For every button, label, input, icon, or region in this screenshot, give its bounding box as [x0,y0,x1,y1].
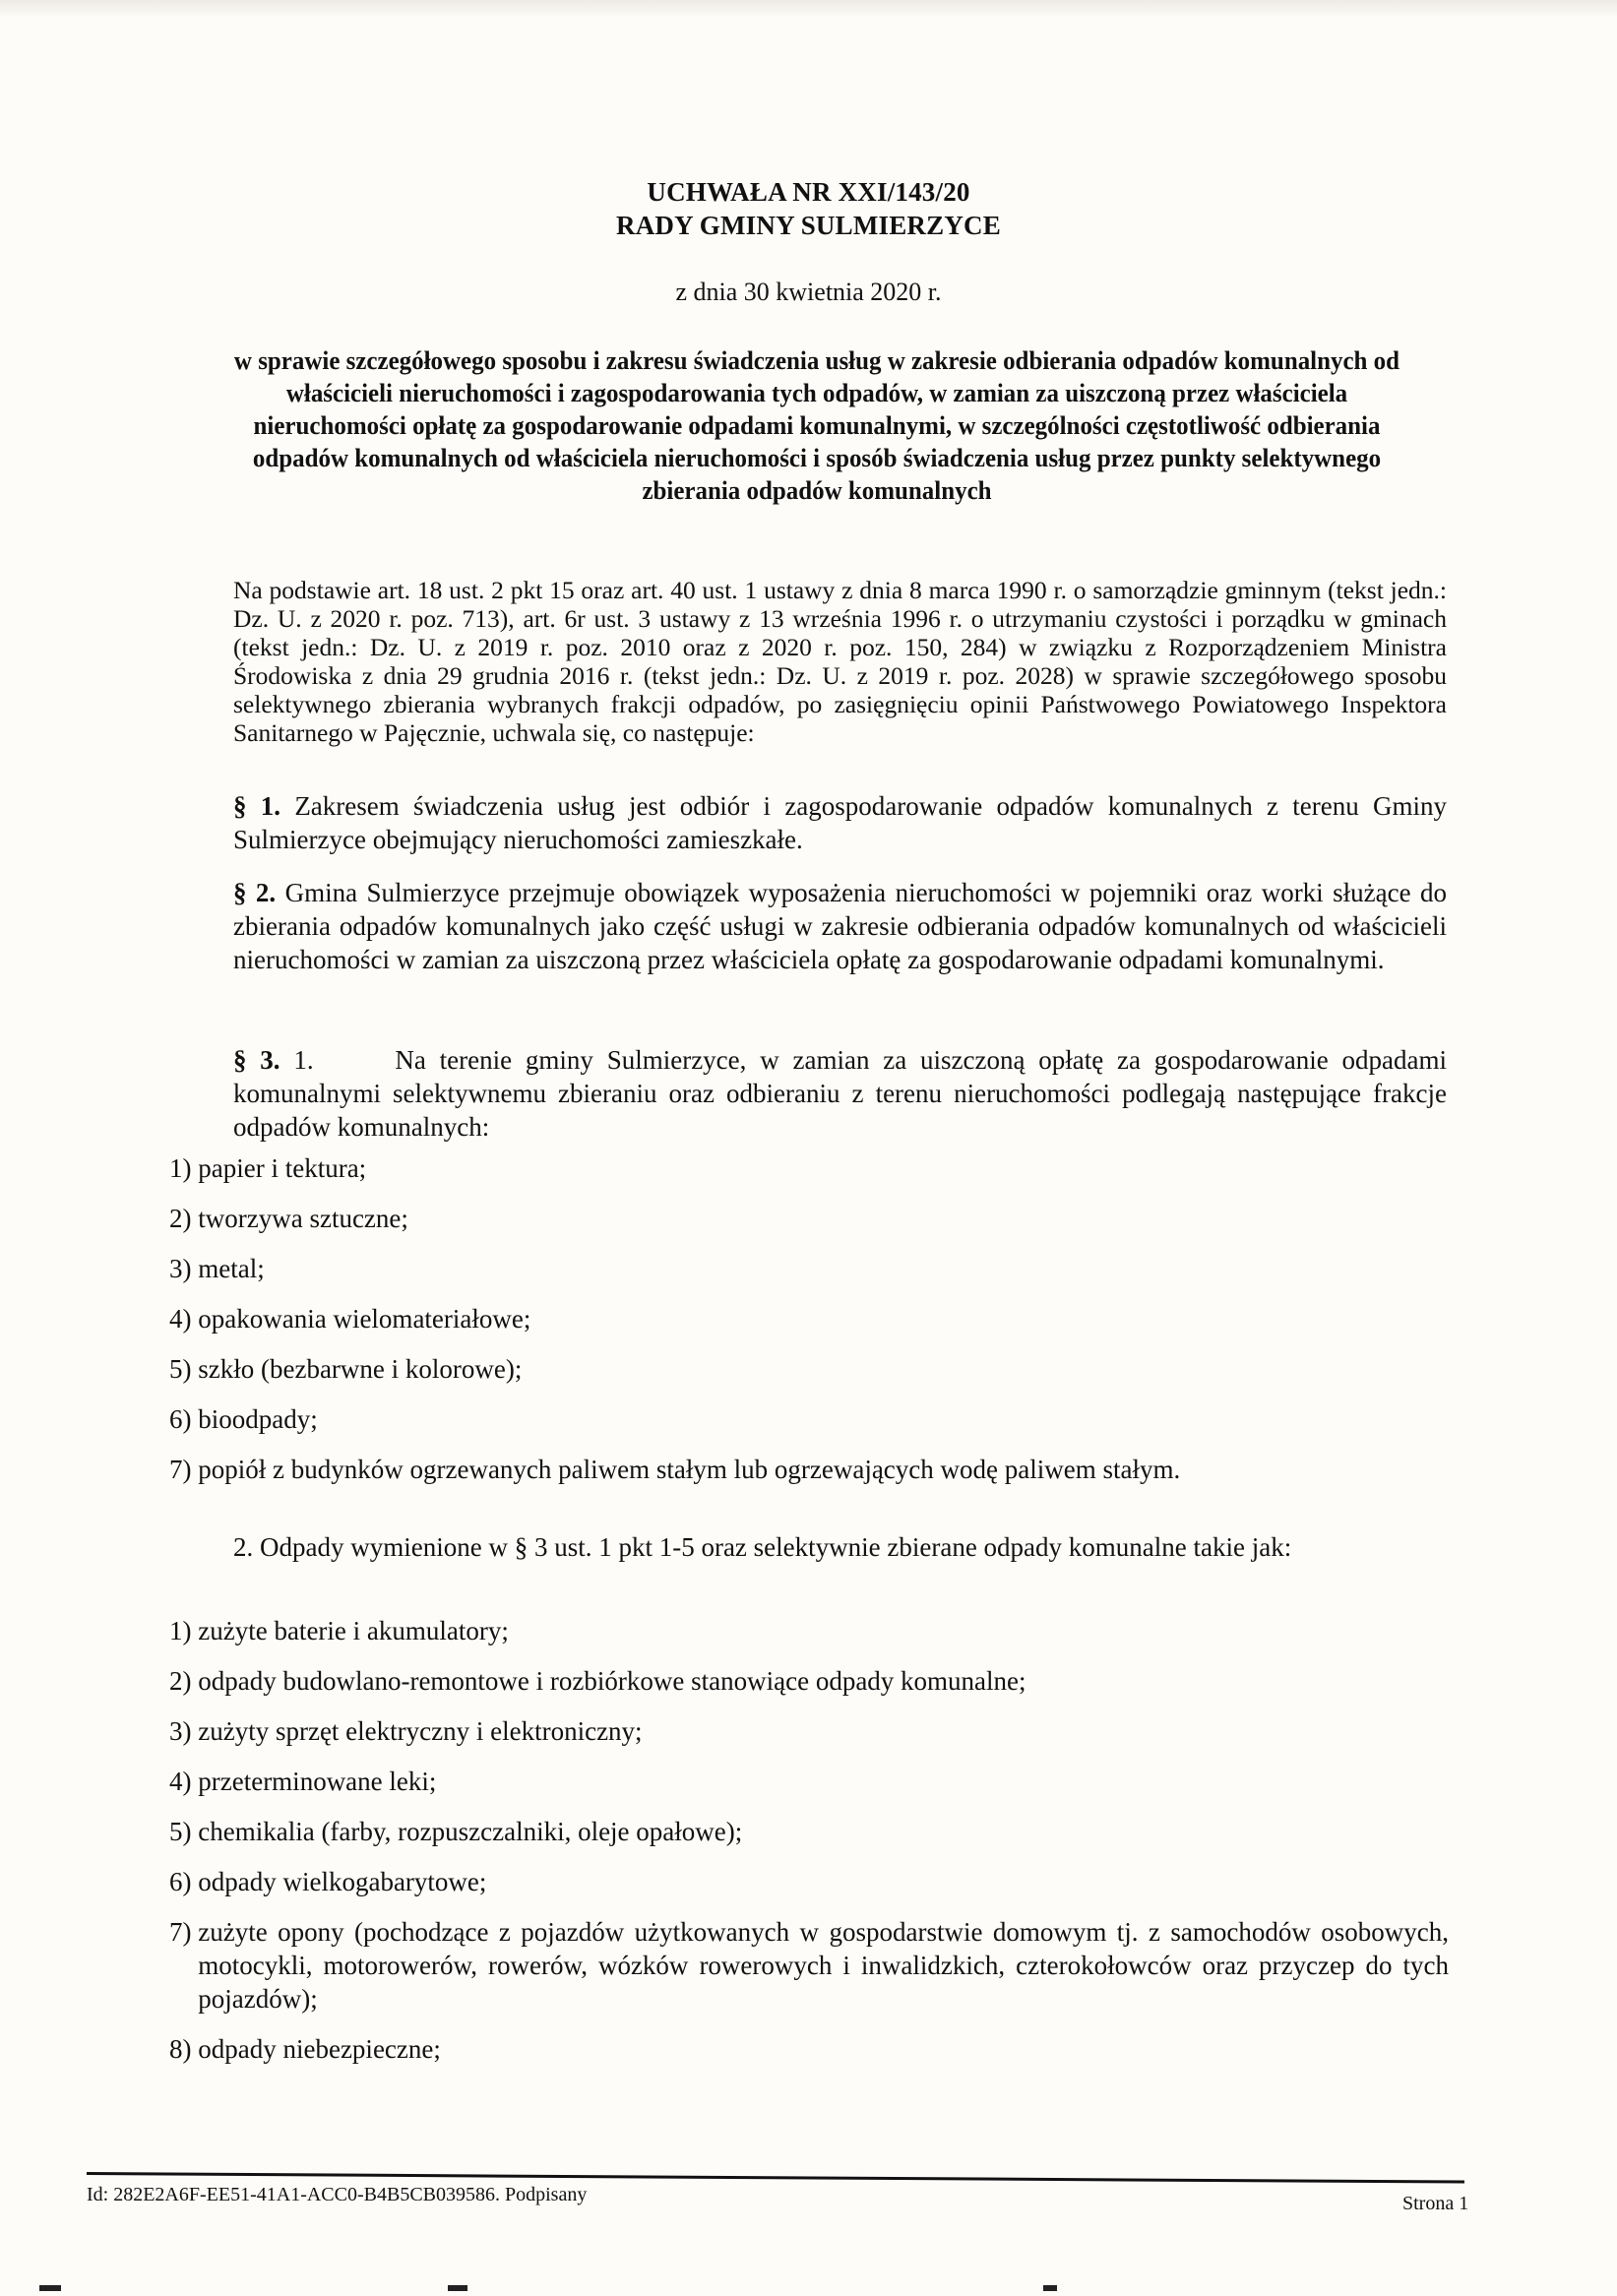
list-item: 3) zużyty sprzęt elektryczny i elektroniczny; [169,1716,643,1746]
list-item: 5) szkło (bezbarwne i kolorowe); [169,1354,523,1384]
section-3-paragraph-1 [192,1043,1447,1144]
list-item: 2) tworzywa sztuczne; [169,1204,408,1233]
list-item: 1) papier i tektura; [169,1153,367,1183]
scan-edge-marks [0,2281,1617,2296]
section-text: Zakresem świadczenia usług jest odbiór i zagospodarowanie odpadów komunalnych z terenu Gminy Sulmierzyce obejmujący nieruchomości zamieszkałe. [233,791,1448,854]
paragraph-number: 1. [293,1045,314,1075]
section-mark: § 1. [233,791,281,821]
section-text: Gmina Sulmierzyce przejmuje obowiązek wyposażenia nieruchomości w pojemniki oraz worki służące do zbierania odpadów komunalnych jako część usługi w zakresie odbierania odpadów komunalnych od właścicieli nieruchomości w zamian za uiszczoną przez właściciela opłatę za gospodarowanie odpadami komunalnymi. [233,878,1447,974]
waste-fractions-list [169,1151,1449,1503]
list-item: 7) zużyte opony (pochodzące z pojazdów użytkowanych w gospodarstwie domowym tj. z samochodów osobowych, motocykli, motorowerów, rowerów, wózków rowerowych i inwalidzkich, czterokołowców oraz przyczep do tych pojazdów); [169,1917,1449,2014]
list-item: 4) opakowania wielomateriałowe; [169,1304,531,1334]
other-waste-list [169,1614,1449,2082]
resolution-subject: w sprawie szczegółowego sposobu i zakresu świadczenia usług w zakresie odbierania odpadów komunalnych od właścicieli nieruchomości i zagospodarowania tych odpadów, w zamian za uiszczoną przez właściciela nieruchomości opłatę za gospodarowanie odpadami komunalnymi, w szczególności częstotliwość odbierania odpadów komunalnych od właściciela nieruchomości i sposób świadczenia usług przez punkty selektywnego zbierania odpadów komunalnych [233,346,1400,505]
council-name: RADY GMINY SULMIERZYCE [616,211,1001,240]
section-2 [192,876,1447,976]
list-item: 1) zużyte baterie i akumulatory; [169,1616,509,1645]
legal-basis-paragraph [192,576,1447,747]
list-item: 7) popiół z budynków ogrzewanych paliwem stałym lub ogrzewających wodę paliwem stałym. [169,1455,1181,1484]
page-number: Strona 1 [1402,2193,1469,2214]
document-id: Id: 282E2A6F-EE51-41A1-ACC0-B4B5CB039586. Podpisany [87,2184,588,2205]
list-item: 4) przeterminowane leki; [169,1767,437,1796]
list-item: 5) chemikalia (farby, rozpuszczalniki, oleje opałowe); [169,1817,743,1846]
section-text: Na terenie gminy Sulmierzyce, w zamian za uiszczoną opłatę za gospodarowanie odpadami komunalnymi selektywnemu zbieraniu oraz odbieraniu z terenu nieruchomości podlegają następujące frakcje odpadów komunalnych: [233,1045,1447,1142]
section-1 [192,789,1447,856]
section-text: 2. Odpady wymienione w § 3 ust. 1 pkt 1-5 oraz selektywnie zbierane odpady komunalne takie jak: [233,1532,1292,1562]
footer-divider [87,2172,1464,2184]
section-mark: § 2. [233,878,277,907]
resolution-date: z dnia 30 kwietnia 2020 r. [675,278,942,306]
legal-basis-text: Na podstawie art. 18 ust. 2 pkt 15 oraz art. 40 ust. 1 ustawy z dnia 8 marca 1990 r. o samorządzie gminnym (tekst jedn.: Dz. U. z 2020 r. poz. 713), art. 6r ust. 3 ustawy z 13 września 1996 r. o utrzymaniu czystości i porządku w gminach (tekst jedn.: Dz. U. z 2019 r. poz. 2010 oraz z 2020 r. poz. 150, 284) w związku z Rozporządzeniem Ministra Środowiska z dnia 29 grudnia 2016 r. (tekst jedn.: Dz. U. z 2019 r. poz. 2028) w sprawie szczegółowego sposobu selektywnego zbierania wybranych frakcji odpadów, po zasięgnięciu opinii Państwowego Powiatowego Inspektora Sanitarnego w Pajęcznie, uchwala się, co następuje: [233,576,1447,747]
section-3-paragraph-2 [192,1530,1447,1564]
list-item: 6) odpady wielkogabarytowe; [169,1867,487,1896]
list-item: 2) odpady budowlano-remontowe i rozbiórkowe stanowiące odpady komunalne; [169,1666,1026,1696]
resolution-number: UCHWAŁA NR XXI/143/20 [647,177,970,207]
section-mark: § 3. [233,1045,280,1075]
list-item: 3) metal; [169,1254,265,1283]
list-item: 8) odpady niebezpieczne; [169,2034,441,2064]
list-item: 6) bioodpady; [169,1404,318,1434]
